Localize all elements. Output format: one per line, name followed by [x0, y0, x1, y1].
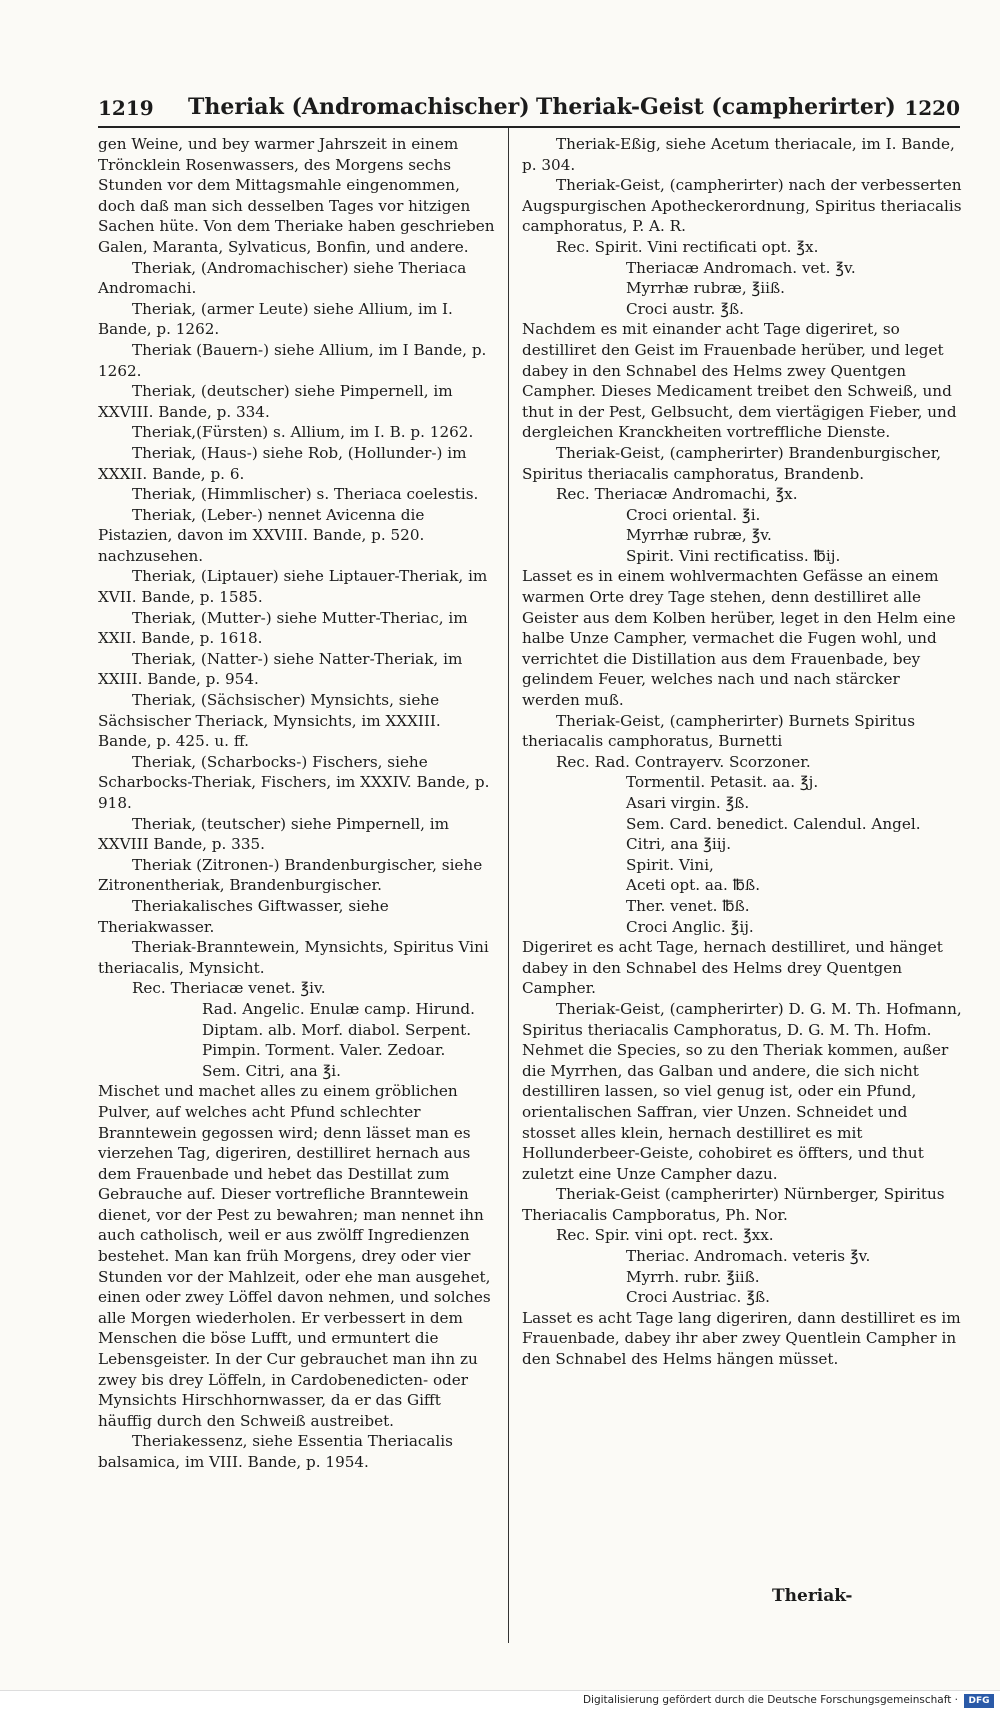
- running-head-right: Theriak-Geist (campherirter): [536, 94, 896, 120]
- entry-paragraph: Digeriret es acht Tage, hernach destilliret, und hänget dabey in den Schnabel des Helms drey Quentgen Campher.: [522, 938, 943, 998]
- entry-paragraph: Theriakessenz, siehe Essentia Theriacalis balsamica, im VIII. Bande, p. 1954.: [98, 1432, 453, 1471]
- recipe-line: Croci Austriac. ℥ß.: [626, 1288, 770, 1307]
- entry-paragraph: Theriak,(Fürsten) s. Allium, im I. B. p. 1262.: [132, 423, 474, 442]
- dfg-logo: DFG: [964, 1694, 994, 1708]
- recipe-line: Myrrhæ rubræ, ℥iiß.: [626, 279, 785, 298]
- recipe-line: Asari virgin. ℥ß.: [626, 794, 750, 812]
- recipe-line: Ther. venet. ℔ß.: [626, 896, 750, 915]
- recipe-line: Theriacæ Andromach. vet. ℥v.: [626, 258, 856, 277]
- entry-paragraph: Theriak-Geist, (campherirter) Burnets Spiritus theriacalis camphoratus, Burnetti: [522, 711, 916, 751]
- entry-paragraph: Theriak-Geist, (campherirter) nach der verbesserten Augspurgischen Apotheckerordnung, Spiritus theriacalis camphoratus, P. A. R.: [522, 176, 962, 236]
- entry-paragraph: Theriak, (Scharbocks-) Fischers, siehe Scharbocks-Theriak, Fischers, im XXXIV. Bande, p. 918.: [98, 752, 490, 812]
- recipe-line: Croci Anglic. ℥ij.: [626, 917, 754, 936]
- right-tail: [522, 1308, 962, 1370]
- recipe-line: Croci oriental. ℥i.: [626, 505, 761, 524]
- entry-paragraph: Theriak, (Himmlischer) s. Theriaca coelestis.: [132, 485, 479, 504]
- right-column: [522, 134, 962, 1370]
- footer-credit: Digitalisierung gefördert durch die Deutsche Forschungsgemeinschaft ·: [582, 1694, 958, 1706]
- entry-paragraph: Theriak, (Liptauer) siehe Liptauer-Theriak, im XVII. Bande, p. 1585.: [98, 567, 488, 607]
- recipe-line: Sem. Citri, ana ℥i.: [202, 1061, 341, 1080]
- entry-paragraph: Mischet und machet alles zu einem gröblichen Pulver, auf welches acht Pfund schlechter Branntewein gegossen wird; denn lässet man es vierzehen Tag, digeriren, destilliret hernach aus dem Frauenbade und hebet das Destillat zum Gebrauche auf. Dieser vortrefliche Branntewein dienet, vor der Pest zu bewahren; man nennet ihn auch catholisch, weil er aus zwölff Ingredienzen bestehet. Man kan früh Morgens, drey oder vier Stunden vor der Mahlzeit, oder ehe man ausgehet, einen oder zwey Löffel davon nehmen, und solches alle Morgen wiederholen. Er verbessert in dem Menschen die böse Lufft, und ermuntert die Lebensgeister. In der Cur gebrauchet man ihn zu zwey bis drey Löffeln, in Cardobenedicten- oder Mynsichts Hirschhornwasser, da er das Gifft häuffig durch den Schweiß austreibet.: [98, 1082, 491, 1430]
- recipe-line: Spirit. Vini,: [626, 855, 714, 874]
- entry-paragraph: Theriak-Geist, (campherirter) D. G. M. Th. Hofmann, Spiritus theriacalis Camphoratus, D. G. M. Th. Hofm. Nehmet die Species, so zu den Theriak kommen, außer die Myrrhen, das Galban und andere, die sich nicht destilliren lassen, so viel genug ist, oder ein Pfund, orientalischen Saffran, vier Unzen. Schneidet und stosset alles klein, hernach destilliret es mit Hollunderbeer-Geiste, cohobiret es öffters, und thut zuletzt eine Unze Campher dazu.: [522, 999, 962, 1183]
- entry-paragraph: Theriak, (Leber-) nennet Avicenna die Pistazien, davon im XXVIII. Bande, p. 520. nachzusehen.: [98, 505, 425, 565]
- recipe-line: Croci austr. ℥ß.: [626, 299, 744, 318]
- catchword: Theriak-: [772, 1586, 853, 1606]
- entry-paragraph: Theriakalisches Giftwasser, siehe Theriakwasser.: [98, 896, 389, 936]
- entry-paragraph: Theriak, (Mutter-) siehe Mutter-Theriac, im XXII. Bande, p. 1618.: [98, 608, 468, 648]
- recipe-line: Rad. Angelic. Enulæ camp. Hirund. Diptam. alb. Morf. diabol. Serpent. Pimpin. Torment. Valer. Zedoar.: [202, 999, 475, 1060]
- entry-paragraph: Theriak, (armer Leute) siehe Allium, im I. Bande, p. 1262.: [98, 299, 453, 339]
- right-recipe-1: [522, 237, 962, 319]
- entry-paragraph: Lasset es in einem wohlvermachten Gefässe an einem warmen Orte drey Tage stehen, denn destilliret alle Geister aus dem Kolben herüber, leget in den Helm eine halbe Unze Campher, vermachet die Fugen wohl, und verrichtet die Distillation aus dem Frauenbade, bey gelindem Feuer, welches nach und nach stärcker werden muß.: [522, 567, 956, 710]
- footer-bar: [0, 1690, 1000, 1712]
- entry-paragraph: Theriak, (teutscher) siehe Pimpernell, im XXVIII Bande, p. 335.: [98, 814, 449, 854]
- entry-paragraph: Theriak, (Natter-) siehe Natter-Theriak, im XXIII. Bande, p. 954.: [98, 649, 463, 689]
- right-entries-mid-1: [522, 319, 962, 484]
- entry-paragraph: Theriak, (deutscher) siehe Pimpernell, im XXVIII. Bande, p. 334.: [98, 382, 453, 421]
- entry-paragraph: Theriak (Bauern-) siehe Allium, im I Bande, p. 1262.: [98, 340, 487, 380]
- page-number-left: 1219: [98, 96, 154, 120]
- entry-paragraph: Theriak (Zitronen-) Brandenburgischer, siehe Zitronentheriak, Brandenburgischer.: [98, 855, 483, 895]
- right-recipe-4: [522, 1225, 962, 1307]
- right-recipe-2: [522, 484, 962, 566]
- recipe-line: Rec. Spir. vini opt. rect. ℥xx.: [556, 1226, 774, 1245]
- right-entries-mid-2: [522, 566, 962, 751]
- recipe-line: Myrrh. rubr. ℥iiß.: [626, 1267, 760, 1286]
- entry-paragraph: Theriak, (Haus-) siehe Rob, (Hollunder-) im XXXII. Bande, p. 6.: [98, 443, 467, 483]
- recipe-line: Theriac. Andromach. veteris ℥v.: [626, 1247, 871, 1266]
- entry-paragraph: Lasset es acht Tage lang digeriren, dann destilliret es im Frauenbade, dabey ihr aber zwey Quentlein Campher in den Schnabel des Helms hängen müsset.: [522, 1308, 961, 1369]
- left-tail: [98, 1081, 498, 1472]
- recipe-line: Rec. Rad. Contrayerv. Scorzoner.: [556, 752, 811, 771]
- entry-paragraph: Theriak, (Sächsischer) Mynsichts, siehe Sächsischer Theriack, Mynsichts, im XXXIII. Bande, p. 425. u. ff.: [98, 691, 441, 751]
- recipe-line: Rec. Theriacæ venet. ℥iv.: [132, 979, 326, 998]
- page-number-right: 1220: [904, 96, 960, 120]
- running-head-left: Theriak (Andromachischer): [188, 94, 530, 120]
- right-entries-mid-3: [522, 937, 962, 1225]
- entry-paragraph: Theriak, (Andromachischer) siehe Theriaca Andromachi.: [98, 258, 467, 298]
- left-recipe: [98, 978, 498, 1081]
- recipe-line: Aceti opt. aa. ℔ß.: [626, 876, 761, 895]
- recipe-line: Tormentil. Petasit. aa. ℥j.: [626, 773, 819, 792]
- recipe-line: Spirit. Vini rectificatiss. ℔ij.: [626, 546, 841, 565]
- entry-paragraph: Theriak-Branntewein, Mynsichts, Spiritus Vini theriacalis, Mynsicht.: [98, 938, 489, 977]
- recipe-line: Rec. Theriacæ Andromachi, ℥x.: [556, 485, 798, 504]
- recipe-line: Rec. Spirit. Vini rectificati opt. ℥x.: [556, 237, 819, 256]
- entry-paragraph: Theriak-Geist (campherirter) Nürnberger, Spiritus Theriacalis Campboratus, Ph. Nor.: [522, 1185, 945, 1224]
- entry-paragraph: Theriak-Eßig, siehe Acetum theriacale, im I. Bande, p. 304.: [522, 135, 955, 174]
- right-entries-top: [522, 134, 962, 237]
- recipe-line: Myrrhæ rubræ, ℥v.: [626, 526, 772, 545]
- left-column: [98, 134, 498, 1473]
- entry-paragraph: gen Weine, und bey warmer Jahrszeit in einem Tröncklein Rosenwassers, des Morgens sechs Stunden vor dem Mittagsmahle eingenommen, doch daß man sich desselben Tages vor hitzigen Sachen hüte. Von dem Theriake haben geschrieben Galen, Maranta, Sylvaticus, Bonfin, und andere.: [98, 135, 495, 256]
- recipe-line: Sem. Card. benedict. Calendul. Angel. Citri, ana ℥iij.: [626, 814, 921, 854]
- column-divider: [508, 128, 509, 1643]
- entry-paragraph: Theriak-Geist, (campherirter) Brandenburgischer, Spiritus theriacalis camphoratus, Brandenb.: [522, 443, 942, 483]
- entry-paragraph: Nachdem es mit einander acht Tage digeriret, so destilliret den Geist im Frauenbade herüber, und leget dabey in den Schnabel des Helms zwey Quentgen Campher. Dieses Medicament treibet den Schweiß, und thut in der Pest, Gelbsucht, dem viertägigen Fieber, und dergleichen Kranckheiten vortreffliche Dienste.: [522, 320, 957, 442]
- left-entries: [98, 134, 498, 978]
- page-header: [98, 92, 960, 128]
- right-recipe-3: [522, 752, 962, 937]
